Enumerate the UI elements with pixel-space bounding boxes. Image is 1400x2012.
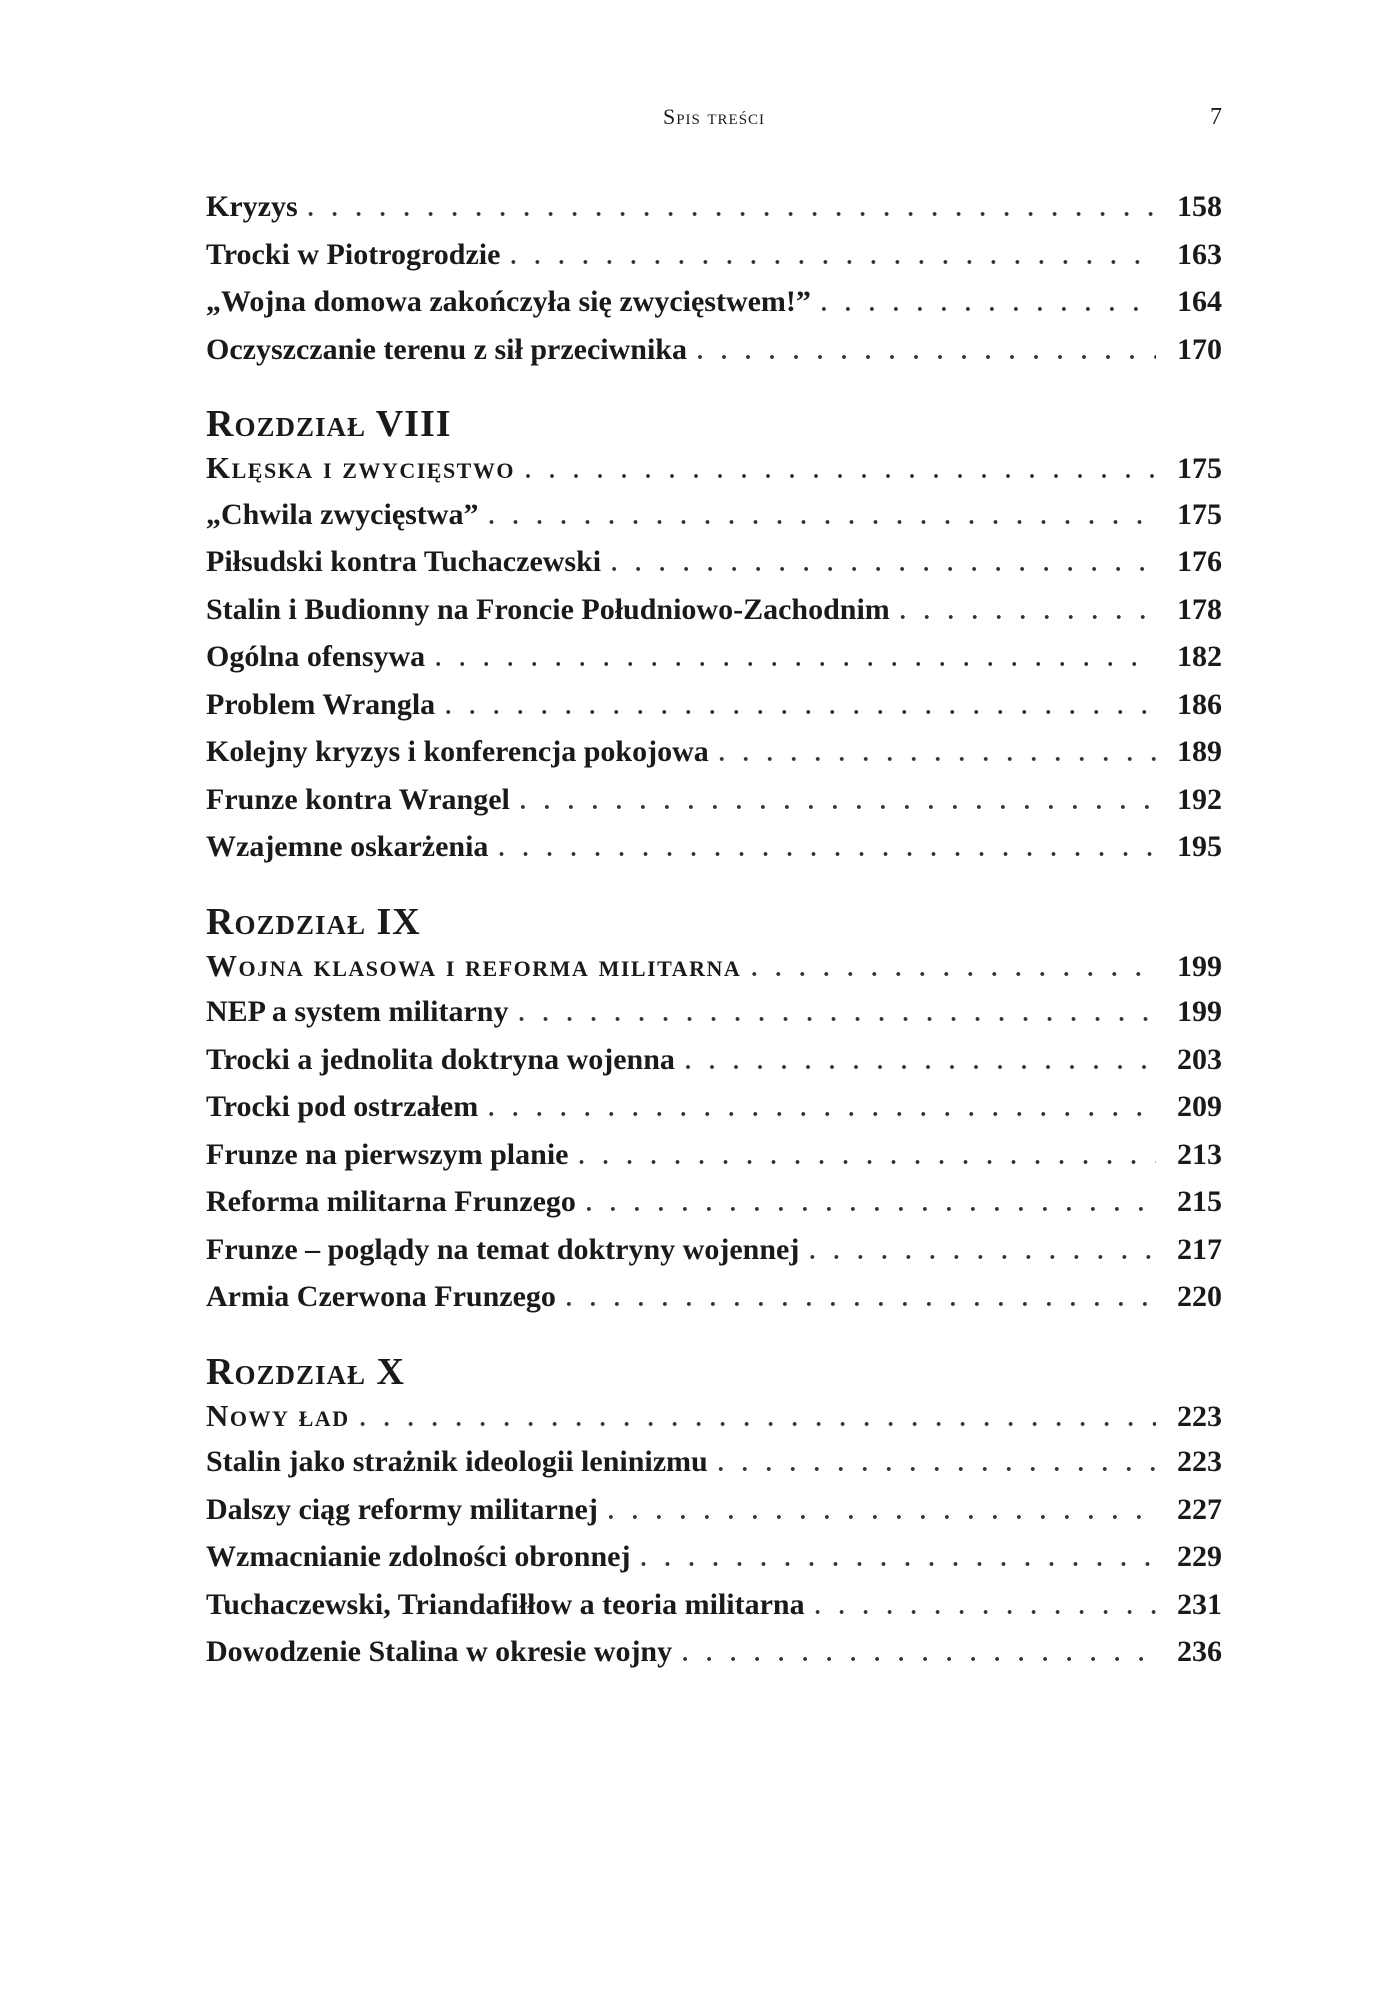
toc-entry <box>206 1540 1222 1588</box>
toc-entry <box>206 688 1222 736</box>
leader-dots <box>611 551 1156 578</box>
toc-entry-page: 236 <box>1177 1635 1222 1668</box>
leader-dots <box>809 1239 1156 1266</box>
toc-entry-title: Problem Wrangla <box>206 687 436 721</box>
toc-entry-title: Oczyszczanie terenu z sił przeciwnika <box>206 332 687 366</box>
toc-entry-title: Reforma militarna Frunzego <box>206 1185 576 1218</box>
toc-entry-page: 213 <box>1177 1137 1222 1171</box>
leader-dots <box>566 1286 1156 1313</box>
running-head <box>206 104 1222 134</box>
toc-section-entry <box>206 1398 1222 1446</box>
toc-entry-page: 178 <box>1177 592 1222 626</box>
toc-entry <box>206 1138 1222 1186</box>
toc-entry-page: 195 <box>1177 830 1222 863</box>
toc-section-title: Wojna klasowa i reforma militarna <box>206 947 742 983</box>
toc-entry-title: Trocki a jednolita doktryna wojenna <box>206 1042 675 1076</box>
leader-dots <box>525 458 1156 485</box>
toc-entry-title: Stalin i Budionny na Froncie Południowo-Zachodnim <box>206 592 890 626</box>
toc-entry-page: 199 <box>1177 949 1222 983</box>
toc-entry <box>206 545 1222 593</box>
toc-entry-page: 231 <box>1177 1587 1222 1621</box>
toc-entry <box>206 285 1222 333</box>
leader-dots <box>520 789 1156 816</box>
toc-entry-title: „Wojna domowa zakończyła się zwycięstwem!” <box>206 285 811 318</box>
leader-dots <box>518 1001 1156 1028</box>
toc-entry <box>206 995 1222 1043</box>
toc-entry-page: 223 <box>1177 1399 1222 1433</box>
leader-dots <box>510 244 1156 271</box>
toc-entry <box>206 735 1222 783</box>
toc-entry-page: 175 <box>1177 452 1222 485</box>
leader-dots <box>445 694 1156 721</box>
leader-dots <box>685 1049 1156 1076</box>
toc-section-title: Nowy ład <box>206 1397 350 1433</box>
leader-dots <box>719 741 1156 768</box>
leader-dots <box>718 1451 1156 1478</box>
leader-dots <box>821 291 1156 318</box>
toc-entry <box>206 1185 1222 1233</box>
toc-entry-page: 175 <box>1177 497 1222 531</box>
toc-section-entry <box>206 450 1222 498</box>
toc-entry-title: NEP a system militarny <box>206 995 509 1028</box>
table-of-contents <box>206 190 1222 1683</box>
leader-dots <box>498 836 1156 863</box>
leader-dots <box>308 196 1156 223</box>
toc-entry-page: 217 <box>1177 1232 1222 1266</box>
leader-dots <box>608 1499 1156 1526</box>
toc-entry <box>206 1090 1222 1138</box>
chapter-heading: Rozdział X <box>206 1350 405 1393</box>
toc-entry-title: Kryzys <box>206 190 298 223</box>
toc-entry-title: Frunze na pierwszym planie <box>206 1137 569 1171</box>
running-head-title: Spis treści <box>662 104 766 129</box>
toc-entry-page: 199 <box>1177 995 1222 1028</box>
toc-entry-title: Frunze kontra Wrangel <box>206 782 510 816</box>
toc-entry-title: Trocki w Piotrogrodzie <box>206 237 501 271</box>
toc-entry <box>206 1445 1222 1493</box>
toc-section-title: Klęska i zwycięstwo <box>206 450 515 485</box>
leader-dots <box>751 956 1156 983</box>
toc-entry-page: 209 <box>1177 1090 1222 1123</box>
toc-entry <box>206 1493 1222 1541</box>
toc-entry-page: 186 <box>1177 687 1222 721</box>
toc-entry-title: Frunze – poglądy na temat doktryny wojennej <box>206 1232 800 1266</box>
toc-entry-page: 203 <box>1177 1042 1222 1076</box>
leader-dots <box>815 1594 1156 1621</box>
leader-dots <box>360 1406 1156 1433</box>
toc-entry-title: Kolejny kryzys i konferencja pokojowa <box>206 735 709 768</box>
toc-entry-title: Stalin jako strażnik ideologii leninizmu <box>206 1445 708 1478</box>
toc-entry-title: Dowodzenie Stalina w okresie wojny <box>206 1635 673 1668</box>
toc-entry-title: Armia Czerwona Frunzego <box>206 1280 556 1313</box>
chapter-heading: Rozdział IX <box>206 900 421 943</box>
toc-entry <box>206 1280 1222 1328</box>
toc-entry <box>206 1635 1222 1683</box>
toc-entry-page: 229 <box>1177 1540 1222 1573</box>
toc-entry-page: 163 <box>1177 237 1222 271</box>
leader-dots <box>682 1641 1156 1668</box>
leader-dots <box>488 504 1156 531</box>
toc-entry-page: 189 <box>1177 735 1222 768</box>
toc-entry-title: Tuchaczewski, Triandafiłłow a teoria militarna <box>206 1587 805 1621</box>
toc-entry <box>206 190 1222 238</box>
toc-entry <box>206 830 1222 878</box>
toc-entry-title: Ogólna ofensywa <box>206 640 426 673</box>
toc-section-entry <box>206 948 1222 996</box>
toc-entry-title: „Chwila zwycięstwa” <box>206 497 479 531</box>
leader-dots <box>900 599 1156 626</box>
toc-entry <box>206 640 1222 688</box>
toc-entry <box>206 1043 1222 1091</box>
toc-entry-page: 170 <box>1177 332 1222 366</box>
leader-dots <box>578 1144 1156 1171</box>
toc-entry-title: Piłsudski kontra Tuchaczewski <box>206 545 602 578</box>
leader-dots <box>488 1096 1156 1123</box>
chapter-heading: Rozdział VIII <box>206 403 452 445</box>
leader-dots <box>435 646 1156 673</box>
toc-entry-page: 158 <box>1177 190 1222 223</box>
toc-entry-title: Wzmacnianie zdolności obronnej <box>206 1540 631 1573</box>
toc-entry-page: 164 <box>1177 285 1222 318</box>
toc-entry <box>206 783 1222 831</box>
leader-dots <box>697 339 1156 366</box>
toc-entry-page: 223 <box>1177 1445 1222 1478</box>
toc-entry-title: Trocki pod ostrzałem <box>206 1090 479 1123</box>
leader-dots <box>640 1546 1156 1573</box>
toc-entry-title: Dalszy ciąg reformy militarnej <box>206 1492 598 1526</box>
toc-entry-page: 220 <box>1177 1280 1222 1313</box>
toc-entry-page: 227 <box>1177 1492 1222 1526</box>
toc-entry-page: 182 <box>1177 640 1222 673</box>
toc-entry-page: 176 <box>1177 545 1222 578</box>
page-number: 7 <box>1210 104 1222 130</box>
toc-entry-page: 192 <box>1177 782 1222 816</box>
leader-dots <box>586 1191 1156 1218</box>
toc-entry <box>206 1233 1222 1281</box>
toc-entry-page: 215 <box>1177 1185 1222 1218</box>
toc-entry-title: Wzajemne oskarżenia <box>206 830 489 863</box>
toc-entry <box>206 238 1222 286</box>
toc-entry <box>206 498 1222 546</box>
toc-entry <box>206 1588 1222 1636</box>
toc-entry <box>206 593 1222 641</box>
toc-entry <box>206 333 1222 381</box>
